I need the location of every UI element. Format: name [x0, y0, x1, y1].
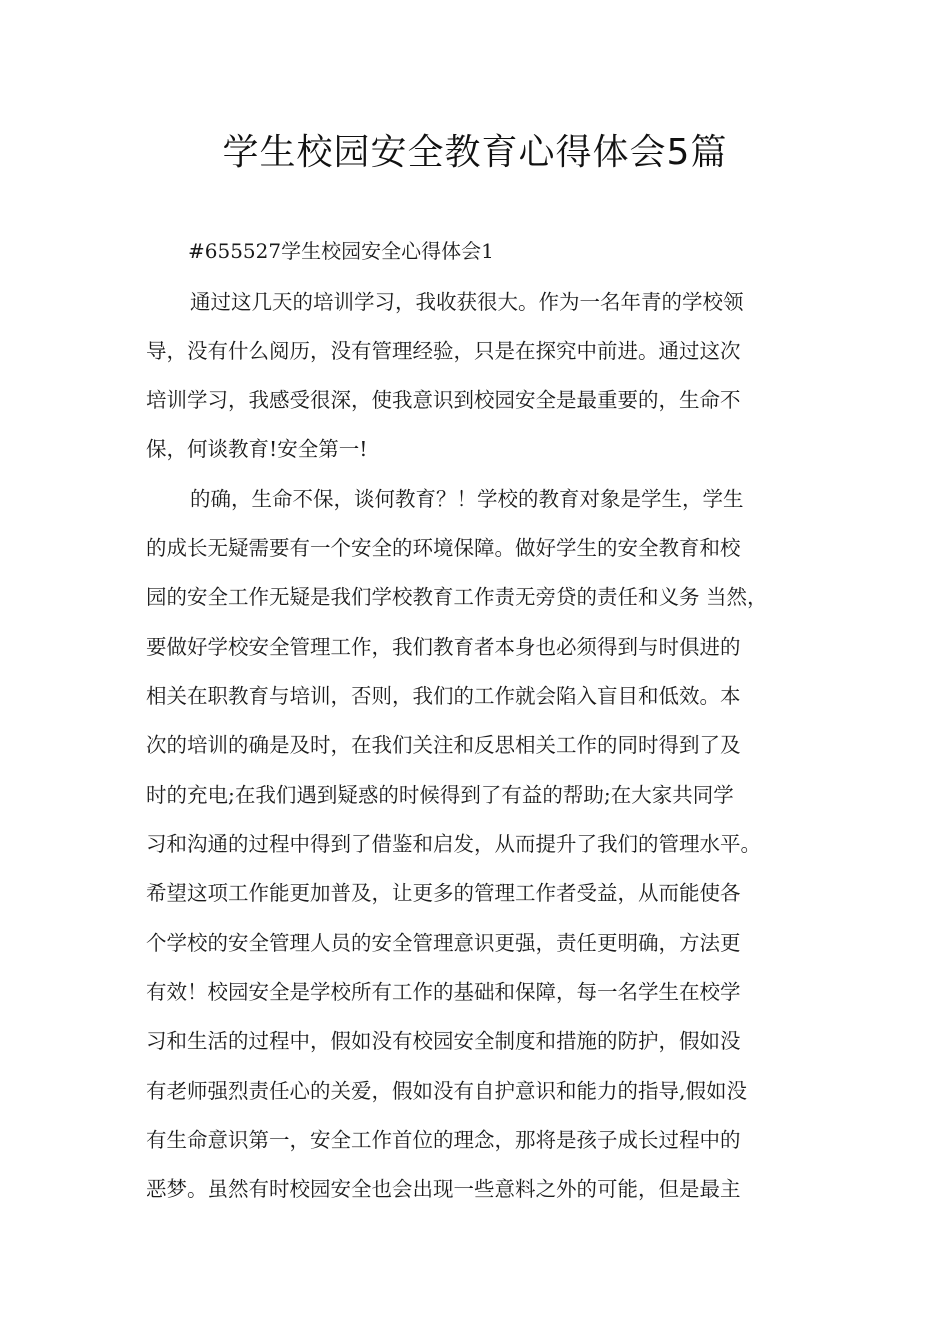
paragraph-line: 相关在职教育与培训，否则，我们的工作就会陷入盲目和低效。本 [146, 684, 741, 708]
paragraph-line: 导，没有什么阅历，没有管理经验，只是在探究中前进。通过这次 [146, 339, 741, 363]
paragraph-line: 习和生活的过程中，假如没有校园安全制度和措施的防护，假如没 [146, 1029, 741, 1053]
paragraph-line: 有效！校园安全是学校所有工作的基础和保障，每一名学生在校学 [146, 980, 741, 1004]
paragraph-line: 恶梦。虽然有时校园安全也会出现一些意料之外的可能，但是最主 [146, 1177, 741, 1201]
paragraph-line: 培训学习，我感受很深，使我意识到校园安全是最重要的，生命不 [146, 388, 741, 412]
document-title: 学生校园安全教育心得体会5篇 [222, 132, 728, 173]
paragraph-line: 时的充电;在我们遇到疑惑的时候得到了有益的帮助;在大家共同学 [146, 783, 734, 807]
paragraph-line: 习和沟通的过程中得到了借鉴和启发，从而提升了我们的管理水平。 [146, 832, 761, 856]
paragraph-line: 的确，生命不保，谈何教育？！学校的教育对象是学生，学生 [190, 487, 744, 511]
paragraph-line: 通过这几天的培训学习，我收获很大。作为一名年青的学校领 [190, 290, 744, 314]
paragraph-line: 园的安全工作无疑是我们学校教育工作责无旁贷的责任和义务 当然， [146, 585, 768, 609]
paragraph-line: 要做好学校安全管理工作，我们教育者本身也必须得到与时俱进的 [146, 635, 741, 659]
paragraph-line: 个学校的安全管理人员的安全管理意识更强，责任更明确，方法更 [146, 931, 741, 955]
paragraph-line: 保，何谈教育!安全第一! [146, 437, 368, 461]
paragraph-line: 有老师强烈责任心的关爱，假如没有自护意识和能力的指导,假如没 [146, 1079, 748, 1103]
section-heading: #655527学生校园安全心得体会1 [188, 239, 494, 263]
paragraph-line: 有生命意识第一，安全工作首位的理念，那将是孩子成长过程中的 [146, 1128, 741, 1152]
paragraph-line: 的成长无疑需要有一个安全的环境保障。做好学生的安全教育和校 [146, 536, 741, 560]
paragraph-line: 希望这项工作能更加普及，让更多的管理工作者受益，从而能使各 [146, 881, 741, 905]
paragraph-line: 次的培训的确是及时，在我们关注和反思相关工作的同时得到了及 [146, 733, 741, 757]
